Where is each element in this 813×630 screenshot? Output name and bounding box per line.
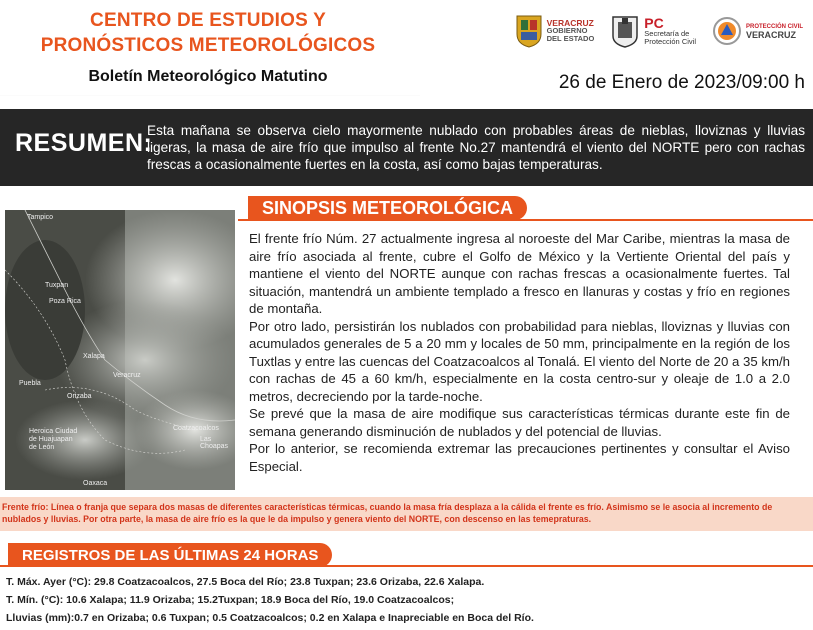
proteccion-civil-emblem-icon [712,16,742,46]
veracruz-logo-line-3: DEL ESTADO [546,33,595,43]
registros-header [0,543,813,569]
sinopsis-paragraph: Se prevé que la masa de aire modifique sus características térmicas durante este fin de semana generando disminución de nublados y del potencial de lluvias. [249,406,790,439]
logos [515,8,803,53]
satellite-image [5,210,235,490]
proteccion-logo-line-1: PROTECCIÓN CIVIL [745,23,803,30]
map-label-coatzacoalcos: Coatzacoalcos [173,425,219,432]
bulletin-date: 26 de Enero de 2023/09:00 h [558,72,805,93]
header-title-block [0,0,420,95]
registro-tmin: T. Mín. (°C): 10.6 Xalapa; 11.9 Orizaba; 15.2Tuxpan; 18.9 Boca del Río, 19.0 Coatzacoalcos; [6,594,455,606]
map-label-veracruz: Veracruz [113,372,141,379]
sinopsis-header [238,196,813,222]
sinopsis-paragraph: Por lo anterior, se recomienda extremar las precauciones pertinentes y consultar el Aviso Especial. [249,441,790,474]
sinopsis-body [249,230,790,475]
resumen-banner [0,109,813,186]
resumen-text: Esta mañana se observa cielo mayormente nublado con probables áreas de nieblas, lloviznas y lluvias ligeras, la masa de aire frío que impulso al frente No.27 mantendrá el viento del NORTE pero con rachas frescas a ocasionalmente fuertes en la costa, así como bajas temperaturas. [147,123,805,172]
pc-logo-line-1: Secretaría de [644,28,690,38]
resumen-label: RESUMEN: [15,129,153,157]
map-label-huajuapan: Heroica Ciudad de Huajuapan de León [29,428,78,451]
map-label-las-choapas: Las Choapas [200,436,229,450]
sinopsis-paragraph: Por otro lado, persistirán los nublados con probabilidad para nieblas, lloviznas y lluvias con acumulados generales de 5 a 20 mm y locales de 50 mm, principalmente en la región de los Tuxtlas y entre las cuencas del Coatzacoalcos al Tonalá. El viento del Norte de 20 a 35 km/h con rachas de 45 a 60 km/h, especialmente en la costa centro-sur y oleaje de 1.0 a 2.0 metros, decreciendo por la tarde-noche. [249,318,790,404]
proteccion-civil-logo [712,16,803,46]
map-label-xalapa: Xalapa [83,353,105,360]
map-label-puebla: Puebla [19,380,41,387]
sinopsis-title: SINOPSIS METEOROLÓGICA [248,196,527,220]
bulletin-subtitle: Boletín Meteorológico Matutino [88,68,328,85]
registro-tmax: T. Máx. Ayer (°C): 29.8 Coatzacoalcos, 27.5 Boca del Río; 23.8 Tuxpan; 23.6 Orizaba, 22.6 Xalapa. [6,576,485,588]
title-line-2: PRONÓSTICOS METEOROLÓGICOS [40,35,376,56]
proteccion-logo-line-2: VERACRUZ [745,29,796,40]
map-label-oaxaca: Oaxaca [83,480,108,487]
veracruz-logo-line-2: GOBIERNO [546,25,588,35]
pc-logo-abbr: PC [644,14,664,31]
pc-shield-icon [610,14,640,48]
veracruz-logo-line-1: VERACRUZ [546,17,594,28]
map-label-tuxpan: Tuxpan [45,282,69,289]
registro-lluvias: Lluvias (mm):0.7 en Orizaba; 0.6 Tuxpan; 0.5 Coatzacoalcos; 0.2 en Xalapa e Inapreciable en Boca del Río. [6,612,534,624]
registros-title: REGISTROS DE LAS ÚLTIMAS 24 HORAS [8,543,332,567]
map-label-poza-rica: Poza Rica [49,298,81,305]
veracruz-logo [515,14,595,48]
veracruz-shield-icon [515,14,543,48]
bulletin-title [18,8,398,58]
title-line-1: CENTRO DE ESTUDIOS Y [90,10,326,31]
frente-frio-definition: Frente frío: Línea o franja que separa dos masas de diferentes características térmicas, cuando la masa fría desplaza a la cálida el frente es frío. Asimismo se le asocia al incremento de nublados y lluvias. Por otra parte, la masa de aire frío es la que le da impulso y genera viento del NORTE, con descenso en las temepraturas. [0,497,813,531]
map-label-orizaba: Orizaba [67,393,92,400]
sinopsis-paragraph: El frente frío Núm. 27 actualmente ingresa al noroeste del Mar Caribe, mientras la masa de aire frío asociada al frente, cubre el Golfo de México y la Vertiente Oriental del país y mantiene el viento del NORTE aunque con rachas frescas a ocasionalmente fuertes. Tal situación, mantendrá un ambiente templado a fresco en llanuras y costas y frío en regiones de montaña. [249,231,790,316]
pc-logo-line-2: Protección Civil [644,36,696,46]
pc-logo [610,14,696,48]
map-label-tampico: Tampico [27,214,54,221]
